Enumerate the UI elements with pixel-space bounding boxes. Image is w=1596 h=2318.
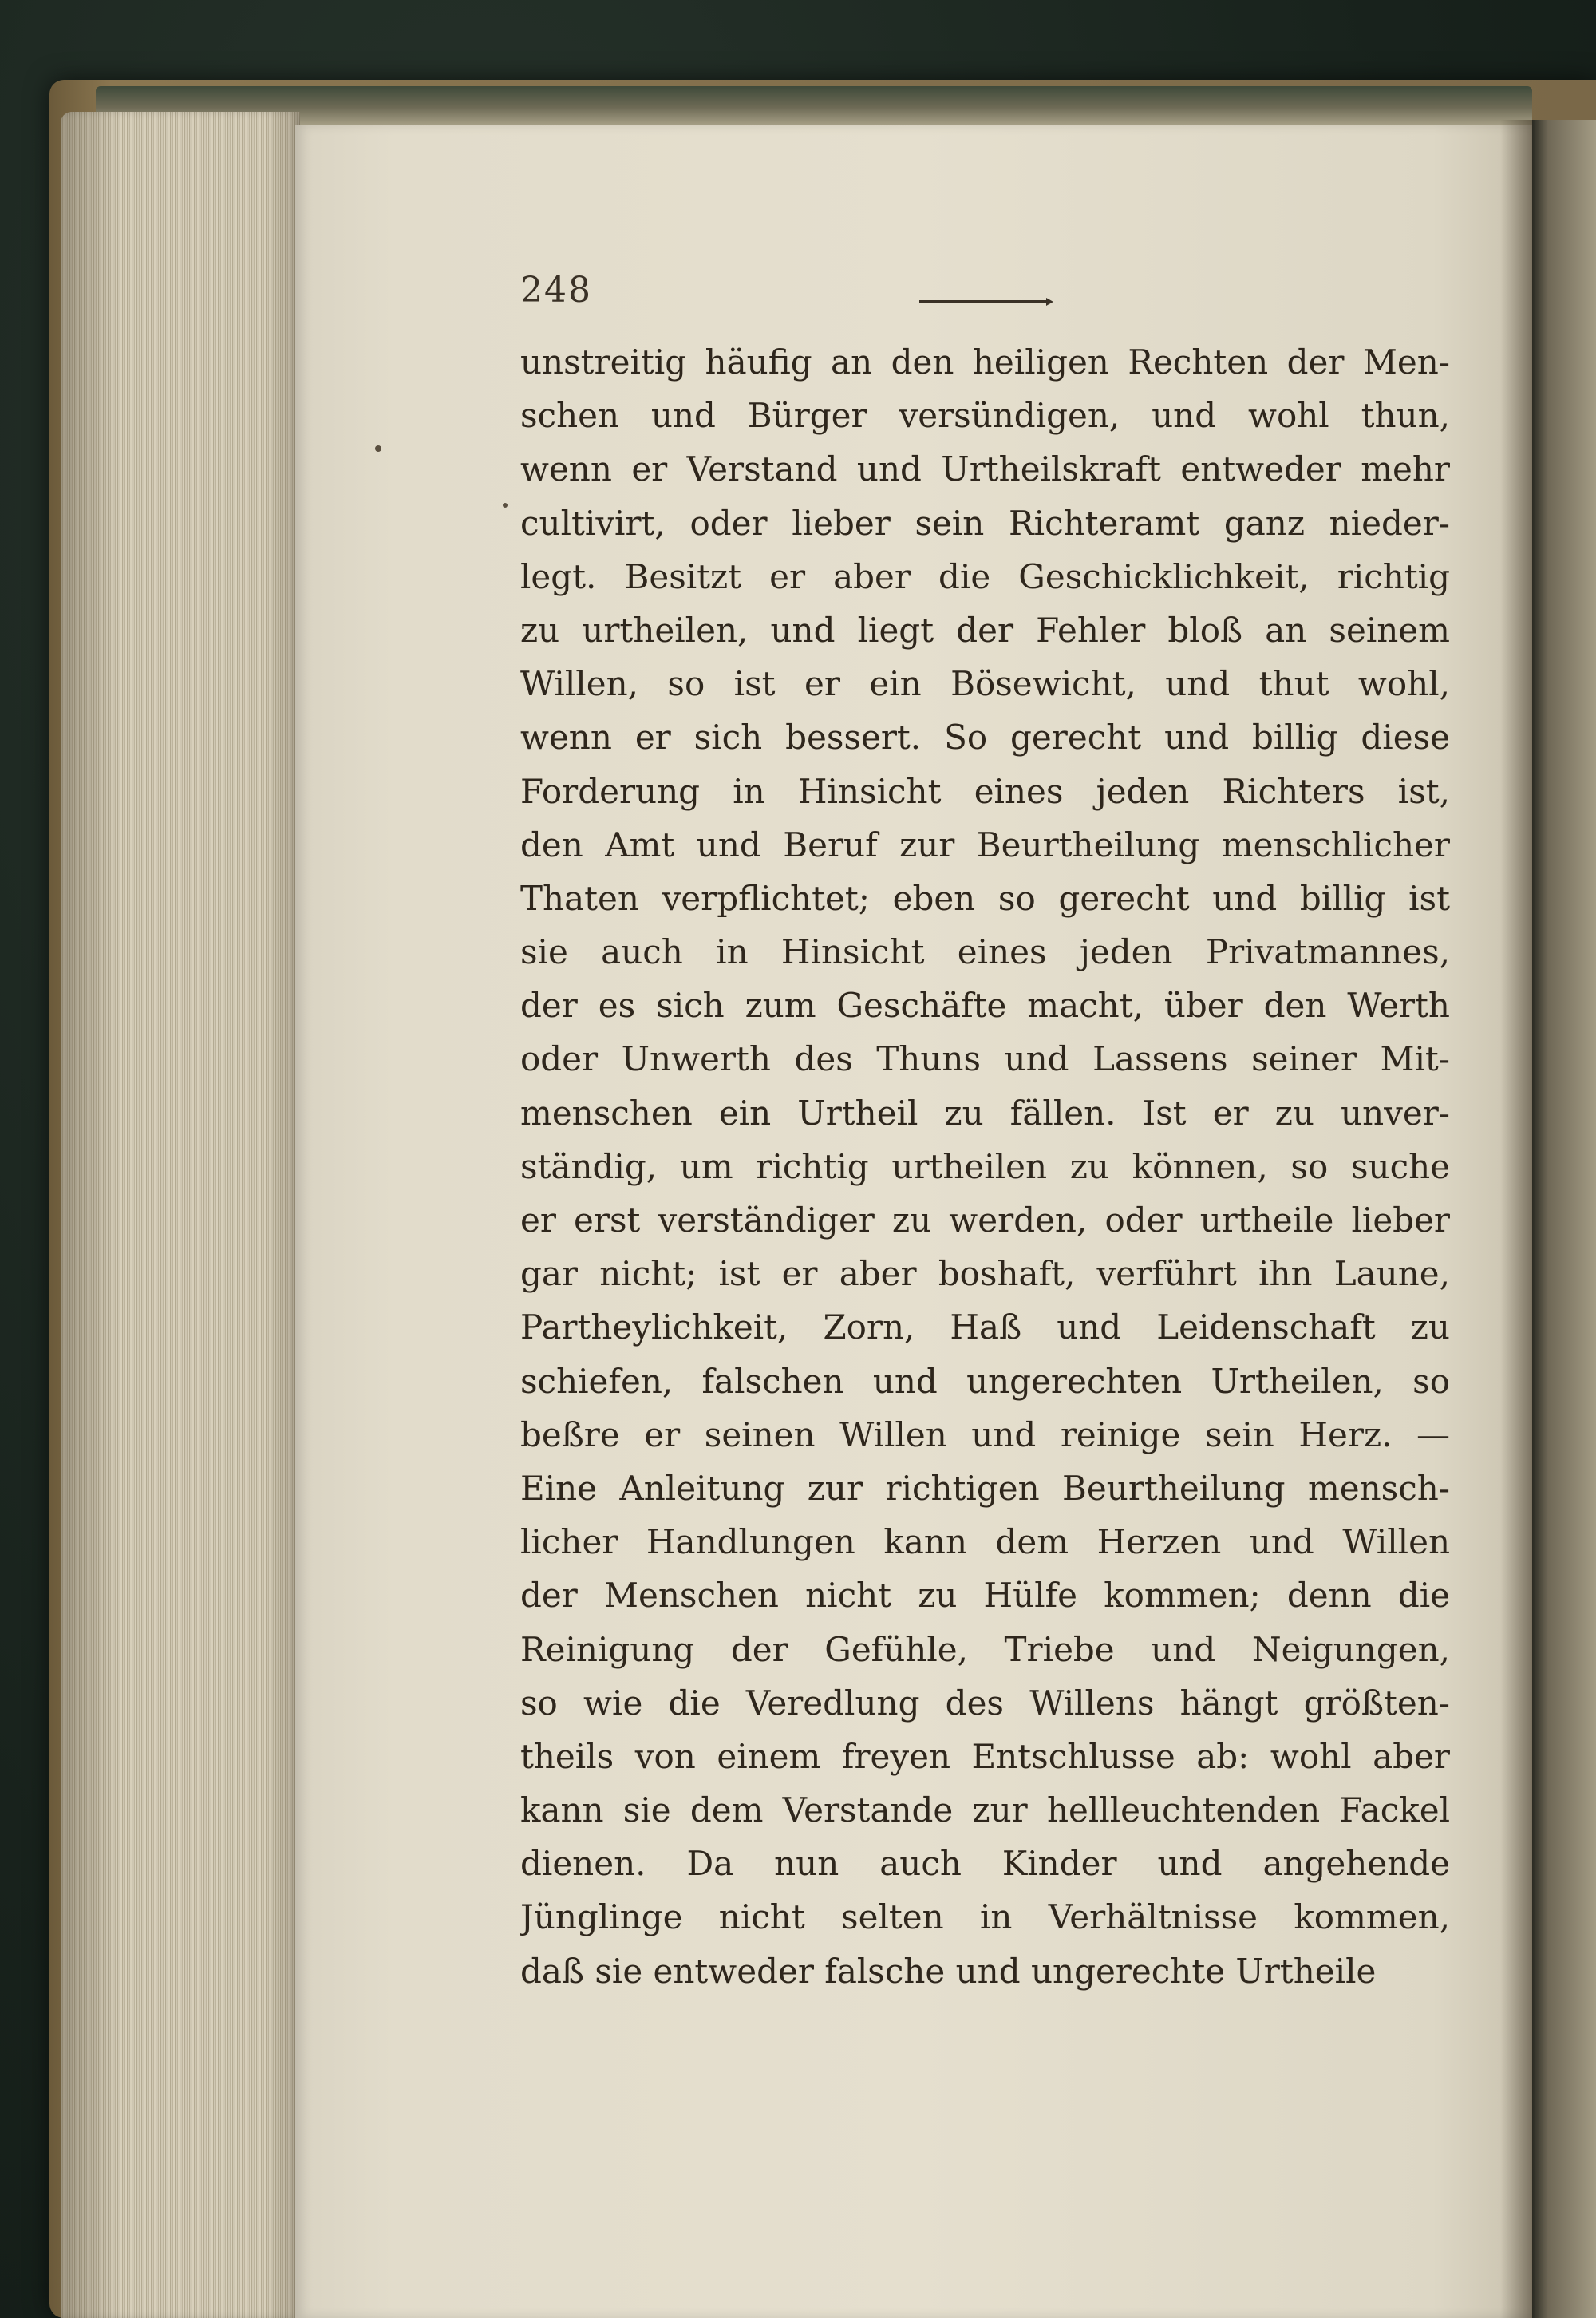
text-line: legt. Besitzt er aber die Geschicklichkeit, richtig <box>520 556 1450 596</box>
text-line: Eine Anleitung zur richtigen Beurtheilung mensch- <box>520 1468 1450 1508</box>
text-line: so wie die Veredlung des Willens hängt größten- <box>520 1683 1450 1723</box>
text-line: beßre er seinen Willen und reinige sein Herz. — <box>520 1414 1450 1454</box>
text-line: wenn er Verstand und Urtheilskraft entweder mehr <box>520 449 1450 489</box>
text-line: Thaten verpflichtet; eben so gerecht und billig ist <box>520 878 1450 918</box>
text-line: cultivirt, oder lieber sein Richteramt ganz nieder- <box>520 503 1450 543</box>
text-line: wenn er sich bessert. So gerecht und billig diese <box>520 718 1450 758</box>
text-line: zu urtheilen, und liegt der Fehler bloß an seinem <box>520 610 1450 650</box>
page-gutter <box>1500 120 1532 2318</box>
text-line: der es sich zum Geschäfte macht, über den Werth <box>520 986 1450 1026</box>
facing-page-edge <box>1532 120 1596 2318</box>
text-line: ständig, um richtig urtheilen zu können, so suche <box>520 1146 1450 1186</box>
stray-ink-dot <box>375 445 381 452</box>
text-line: theils von einem freyen Entschlusse ab: wohl aber <box>520 1736 1450 1776</box>
header-rule <box>919 300 1047 303</box>
text-line: daß sie entweder falsche und ungerechte Urtheile <box>520 1951 1377 1991</box>
text-line: Reinigung der Gefühle, Triebe und Neigungen, <box>520 1629 1450 1669</box>
page-stack-shade <box>61 112 300 2318</box>
text-line: menschen ein Urtheil zu fällen. Ist er zu unver- <box>520 1093 1450 1133</box>
text-line: licher Handlungen kann dem Herzen und Willen <box>520 1522 1450 1562</box>
text-line: der Menschen nicht zu Hülfe kommen; denn die <box>520 1576 1450 1616</box>
page-top-edge <box>96 86 1532 125</box>
text-line: kann sie dem Verstande zur hellleuchtenden Fackel <box>520 1790 1450 1830</box>
page-number: 248 <box>520 270 592 311</box>
text-line: Jünglinge nicht selten in Verhältnisse kommen, <box>520 1897 1450 1937</box>
text-line: Partheylichkeit, Zorn, Haß und Leidenschaft zu <box>520 1307 1450 1347</box>
body-text <box>520 335 1450 1998</box>
text-line: Willen, so ist er ein Bösewicht, und thut wohl, <box>520 664 1450 704</box>
text-line: sie auch in Hinsicht eines jeden Privatmannes, <box>520 932 1450 972</box>
text-line: dienen. Da nun auch Kinder und angehende <box>520 1844 1450 1884</box>
text-line: schen und Bürger versündigen, und wohl thun, <box>520 396 1450 436</box>
text-line: er erst verständiger zu werden, oder urtheile lieber <box>520 1201 1450 1240</box>
text-line: gar nicht; ist er aber boshaft, verführt ihn Laune, <box>520 1254 1450 1294</box>
text-line: oder Unwerth des Thuns und Lassens seiner Mit- <box>520 1039 1450 1079</box>
text-line: schiefen, falschen und ungerechten Urtheilen, so <box>520 1361 1450 1401</box>
page-header <box>520 270 1438 326</box>
text-line: Forderung in Hinsicht eines jeden Richters ist, <box>520 771 1450 811</box>
text-line: unstreitig häufig an den heiligen Rechten der Men- <box>520 342 1450 382</box>
text-line: den Amt und Beruf zur Beurtheilung menschlicher <box>520 825 1450 864</box>
stray-ink-dot <box>503 503 508 508</box>
